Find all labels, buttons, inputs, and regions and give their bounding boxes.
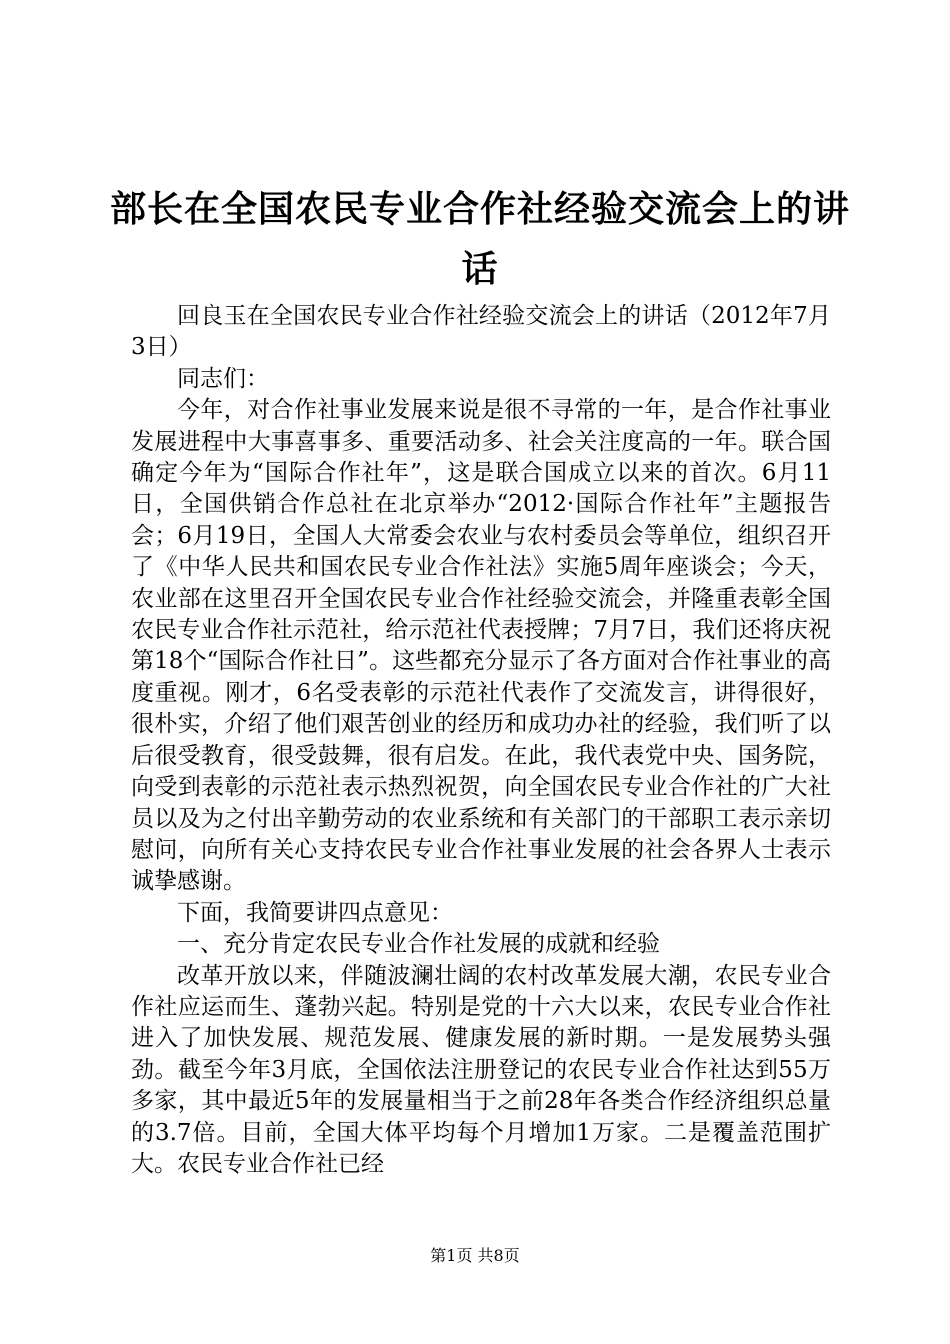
paragraph-opening: 今年，对合作社事业发展来说是很不寻常的一年，是合作社事业发展进程中大事喜事多、重要活动多、社会关注度高的一年。联合国确定今年为“国际合作社年”，这是联合国成立以来的首次。6月11日，全国供销合作总社在北京举办“2012·国际合作社年”主题报告会；6月19日，全国人大常委会农业与农村委员会等单位，组织召开了《中华人民共和国农民专业合作社法》实施5周年座谈会；今天，农业部在这里召开全国农民专业合作社经验交流会，并隆重表彰全国农民专业合作社示范社，给示范社代表授牌；7月7日，我们还将庆祝第18个“国际合作社日”。这些都充分显示了各方面对合作社事业的高度重视。刚才，6名受表彰的示范社代表作了交流发言，讲得很好，很朴实，介绍了他们艰苦创业的经历和成功办社的经验，我们听了以后很受教育，很受鼓舞，很有启发。在此，我代表党中央、国务院，向受到表彰的示范社表示热烈祝贺，向全国农民专业合作社的广大社员以及为之付出辛勤劳动的农业系统和有关部门的干部职工表示亲切慰问，向所有关心支持农民专业合作社事业发展的社会各界人士表示诚挚感谢。	[131, 397, 831, 895]
paragraph-salutation: 同志们：	[177, 365, 269, 392]
paragraph-achievements: 改革开放以来，伴随波澜壮阔的农村改革发展大潮，农民专业合作社应运而生、蓬勃兴起。特别是党的十六大以来，农民专业合作社进入了加快发展、规范发展、健康发展的新时期。一是发展势头强劲。截至今年3月底，全国依法注册登记的农民专业合作社达到55万多家，其中最近5年的发展量相当于之前28年各类合作经济组织总量的3.7倍。目前，全国大体平均每个月增加1万家。二是覆盖范围扩大。农民专业合作社已经	[131, 962, 831, 1177]
document-title: 部长在全国农民专业合作社经验交流会上的讲话	[110, 189, 851, 290]
page-number-footer: 第1页 共8页	[430, 1246, 520, 1265]
document-body	[131, 301, 831, 1180]
paragraph-outline: 下面，我简要讲四点意见：	[177, 899, 453, 926]
section-heading-1: 一、充分肯定农民专业合作社发展的成就和经验	[177, 931, 660, 958]
paragraph-attribution: 回良玉在全国农民专业合作社经验交流会上的讲话（2012年7月3日）	[131, 303, 831, 361]
